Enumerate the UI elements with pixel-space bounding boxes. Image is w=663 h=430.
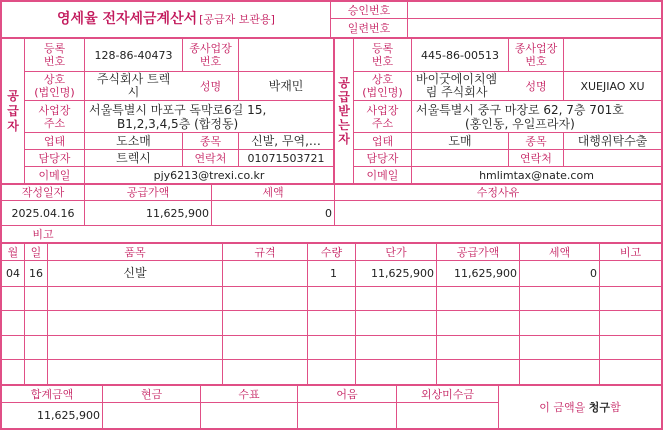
items-header-day: 일: [30, 245, 42, 259]
buyer-biz-item-label: 종목: [525, 134, 547, 148]
supplier-contact: 트렉시: [116, 150, 151, 165]
buyer-branch-no: [564, 39, 661, 71]
buyer-rep-label: 성명: [525, 79, 547, 93]
serial-number-value: [408, 19, 661, 37]
buyer-branch-label: 종사업장 번호: [514, 42, 558, 68]
items-header-qty: 수량: [320, 245, 343, 259]
supplier-biz-item-label: 종목: [199, 134, 222, 148]
note-label: 비고: [32, 227, 54, 241]
buyer-reg-no: 445-86-00513: [421, 48, 499, 62]
buyer-biz-item: 대행위탁수출: [577, 133, 648, 148]
supplier-rep: 박재민: [268, 78, 304, 93]
buyer-name-label: 상호 (법인명): [362, 73, 403, 99]
tax-amount-label: 세액: [262, 186, 284, 199]
items-header-supply: 공급가액: [456, 245, 500, 259]
item-note: [600, 261, 661, 286]
revision-reason: [335, 201, 661, 225]
buyer-contact: [412, 150, 508, 166]
supplier-branch-no: [239, 39, 333, 71]
note-value: [85, 226, 661, 242]
supplier-branch-label: 종사업장 번호: [189, 42, 232, 68]
supply-amount-label: 공급가액: [126, 186, 170, 199]
buyer-reg-label: 등록 번호: [371, 42, 394, 68]
supplier-rep-label: 성명: [199, 79, 222, 93]
supplier-phone-label: 연락처: [194, 151, 227, 165]
buyer-addr-label: 사업장 주소: [366, 103, 399, 130]
supply-amount: 11,625,900: [146, 206, 209, 220]
total-amount: 11,625,900: [37, 409, 100, 422]
cash-label: 현금: [140, 387, 163, 401]
buyer-side-label: 공 급 받 는 자: [338, 76, 350, 146]
buyer-contact-label: 담당자: [366, 151, 399, 165]
serial-number-label: 일련번호: [347, 21, 391, 35]
check-amount: [201, 403, 297, 428]
issue-date-label: 작성일자: [21, 186, 65, 199]
credit-amount: [397, 403, 498, 428]
supplier-biz-item: 신발, 무역,…: [251, 133, 321, 148]
buyer-phone: [564, 150, 661, 166]
invoice-title-sub: [공급자 보관용]: [199, 13, 275, 26]
item-name: 신발: [123, 266, 147, 280]
bill-label: 어음: [336, 387, 358, 401]
revision-reason-label: 수정사유: [476, 186, 520, 199]
total-amount-label: 합계금액: [30, 387, 74, 401]
buyer-biz-type: 도매: [448, 133, 472, 148]
buyer-addr: 서울특별시 중구 마장로 62, 7층 701호 (홍인동, 우일프라자): [416, 102, 624, 131]
buyer-email-label: 이메일: [366, 168, 399, 182]
claim-suffix: 함: [610, 400, 621, 414]
items-header-note: 비고: [619, 245, 642, 259]
supplier-name-label: 상호 (법인명): [34, 73, 75, 99]
supplier-side-label: 공 급 자: [7, 88, 19, 133]
items-header-tax: 세액: [548, 245, 571, 259]
buyer-rep: XUEJIAO XU: [580, 79, 645, 93]
supplier-contact-label: 담당자: [38, 151, 71, 165]
credit-label: 외상미수금: [420, 387, 475, 401]
claim-word: 청구: [588, 400, 611, 414]
buyer-biz-type-label: 업태: [371, 134, 394, 148]
invoice-title: [2, 2, 330, 37]
item-tax: 0: [590, 267, 597, 280]
supplier-email: pjy6213@trexi.co.kr: [153, 168, 265, 182]
item-price: 11,625,900: [371, 267, 434, 280]
cash-amount: [103, 403, 200, 428]
item-day: 16: [29, 267, 43, 280]
claim-statement: [499, 386, 661, 428]
supplier-phone: 01071503721: [247, 151, 325, 165]
claim-prefix: 이 금액을: [539, 400, 589, 414]
supplier-addr: 서울특별시 마포구 독막로6길 15, B1,2,3,4,5층 (합정동): [89, 102, 267, 131]
check-label: 수표: [238, 387, 260, 401]
supplier-reg-no: 128-86-40473: [94, 48, 173, 62]
buyer-email: hmlimtax@nate.com: [479, 168, 594, 182]
supplier-name: 주식회사 트렉 시: [96, 72, 171, 99]
supplier-reg-label: 등록 번호: [43, 42, 66, 68]
approval-number-label: 승인번호: [347, 3, 391, 17]
items-header-spec: 규격: [254, 245, 276, 259]
buyer-name: 바이굿에이치엠 림 주식회사: [416, 72, 498, 99]
bill-amount: [298, 403, 396, 428]
item-month: 04: [6, 267, 20, 280]
items-header-name: 품목: [124, 245, 146, 259]
buyer-phone-label: 연락처: [520, 151, 552, 165]
item-spec: [223, 261, 307, 286]
approval-number-value: [408, 2, 661, 18]
items-header-month: 월: [7, 245, 19, 259]
supplier-email-label: 이메일: [38, 168, 71, 182]
tax-amount: 0: [325, 206, 332, 220]
issue-date: 2025.04.16: [11, 206, 75, 220]
supplier-biz-type: 도소매: [116, 133, 151, 148]
item-qty: 1: [330, 267, 337, 280]
supplier-biz-type-label: 업태: [43, 134, 66, 148]
item-supply: 11,625,900: [454, 267, 517, 280]
invoice-title-main: 영세율 전자세금계산서: [57, 11, 198, 27]
supplier-addr-label: 사업장 주소: [38, 103, 71, 130]
items-header-price: 단가: [385, 245, 407, 259]
